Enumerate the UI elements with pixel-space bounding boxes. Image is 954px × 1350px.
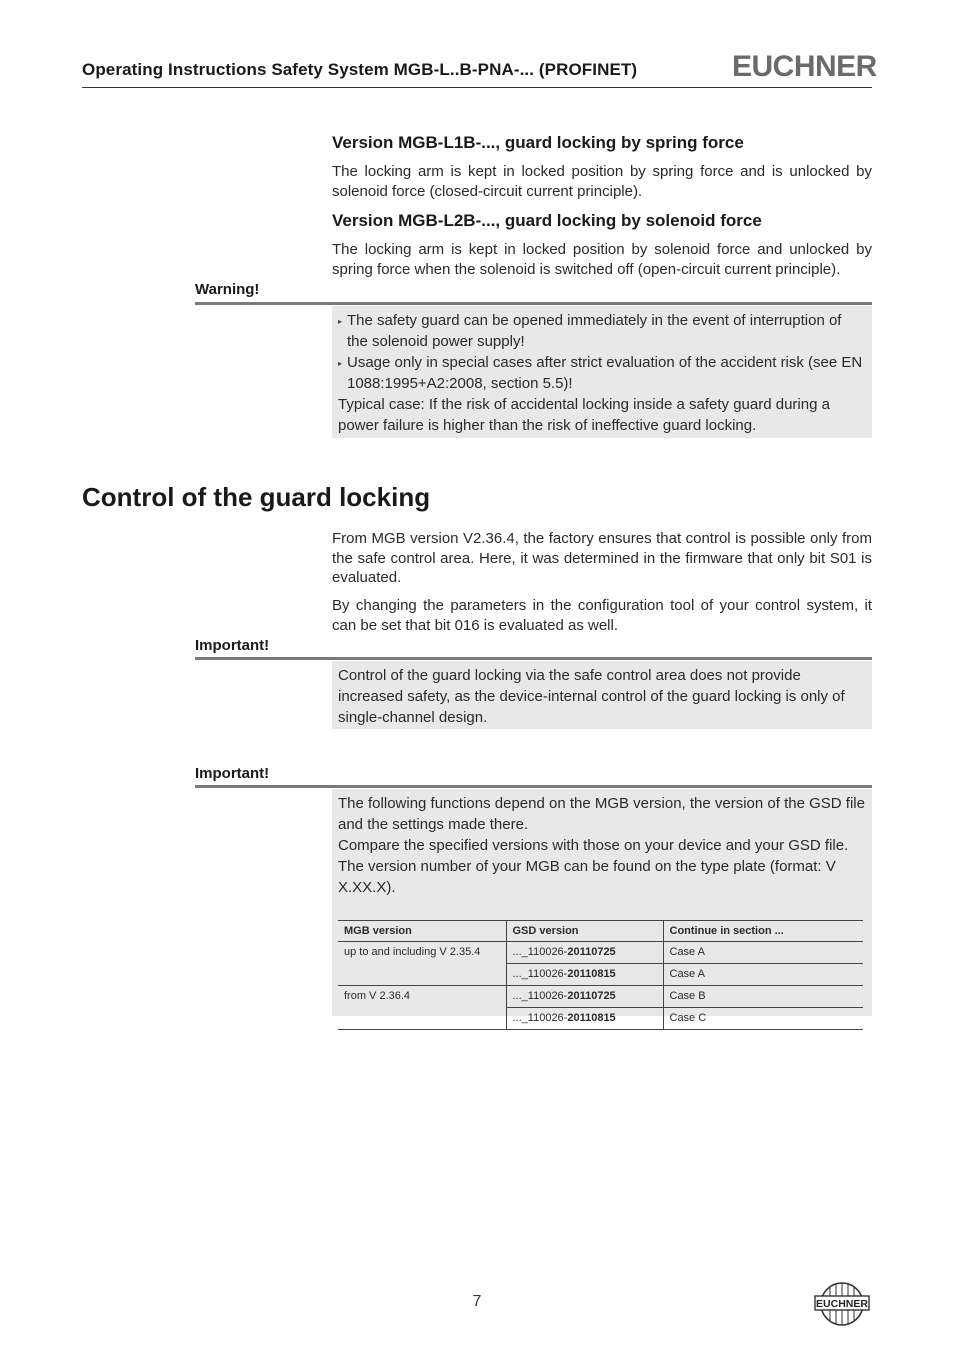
svg-text:EUCHNER: EUCHNER	[816, 1298, 868, 1310]
warning-text: Typical case: If the risk of accidental locking inside a safety guard during a power failure is higher than the risk of ineffective guard locking.	[338, 396, 830, 434]
table-cell-gsd-version: ..._110026-20110725	[506, 986, 663, 1008]
brand-logo: EUCHNER	[732, 50, 877, 83]
warning-box	[332, 306, 872, 438]
header-divider	[82, 87, 872, 88]
important-rule	[195, 657, 872, 660]
euchner-seal-logo	[812, 1280, 872, 1328]
section-heading-l1b: Version MGB-L1B-..., guard locking by spring force	[332, 133, 744, 152]
table-row	[338, 986, 863, 1008]
table-cell-gsd-version: ..._110026-20110815	[506, 964, 663, 986]
important-box	[332, 789, 872, 1024]
table-row	[338, 942, 863, 964]
table-header-cell: GSD version	[506, 921, 663, 942]
table-cell-mgb-version: up to and including V 2.35.4	[338, 942, 506, 986]
bullet-arrow-icon: ▸	[338, 359, 343, 368]
control-paragraph-2: By changing the parameters in the configuration tool of your control system, it can be set that bit 016 is evaluated as well.	[332, 597, 872, 634]
warning-bullet-text: Usage only in special cases after strict evaluation of the accident risk (see EN 1088:1995+A2:2008, section 5.5)!	[347, 354, 863, 392]
table-cell-gsd-version: ..._110026-20110725	[506, 942, 663, 964]
version-table	[338, 920, 863, 1030]
table-header-cell: MGB version	[338, 921, 506, 942]
table-cell-section: Case B	[663, 986, 863, 1008]
table-cell-section: Case C	[663, 1008, 863, 1030]
section-text-l2b: The locking arm is kept in locked position by solenoid force and unlocked by spring force when the solenoid is switched off (open-circuit current principle).	[332, 241, 872, 278]
important-text: Control of the guard locking via the safe control area does not provide increased safety, as the device-internal control of the guard locking is only of single-channel design.	[338, 667, 845, 726]
section-heading-l2b: Version MGB-L2B-..., guard locking by solenoid force	[332, 211, 762, 230]
chapter-heading: Control of the guard locking	[82, 482, 431, 512]
important-label: Important!	[195, 637, 270, 654]
table-header-row	[338, 921, 863, 942]
important-box	[332, 661, 872, 729]
warning-bullet-item	[338, 352, 866, 394]
warning-rule	[195, 302, 872, 305]
document-title: Operating Instructions Safety System MGB-L..B-PNA-... (PROFINET)	[82, 60, 638, 79]
warning-label: Warning!	[195, 281, 260, 298]
table-header-cell: Continue in section ...	[663, 921, 863, 942]
section-text-l1b: The locking arm is kept in locked position by spring force and is unlocked by solenoid force (closed-circuit current principle).	[332, 163, 872, 200]
control-paragraph-1: From MGB version V2.36.4, the factory ensures that control is possible only from the safe control area. Here, it was determined in the firmware that only bit S01 is evaluated.	[332, 530, 872, 586]
table-cell-section: Case A	[663, 964, 863, 986]
important-rule	[195, 785, 872, 788]
important-text-1: The following functions depend on the MGB version, the version of the GSD file and the settings made there.	[338, 795, 865, 833]
table-cell-section: Case A	[663, 942, 863, 964]
table-cell-mgb-version: from V 2.36.4	[338, 986, 506, 1030]
warning-bullet-item	[338, 310, 866, 352]
warning-bullet-text: The safety guard can be opened immediately in the event of interruption of the solenoid power supply!	[347, 312, 842, 350]
table-cell-gsd-version: ..._110026-20110815	[506, 1008, 663, 1030]
important-text-2: Compare the specified versions with those on your device and your GSD file. The version number of your MGB can be found on the type plate (format: V X.XX.X).	[338, 837, 849, 896]
bullet-arrow-icon: ▸	[338, 317, 343, 326]
important-label: Important!	[195, 765, 270, 782]
page-number: 7	[472, 1293, 482, 1310]
